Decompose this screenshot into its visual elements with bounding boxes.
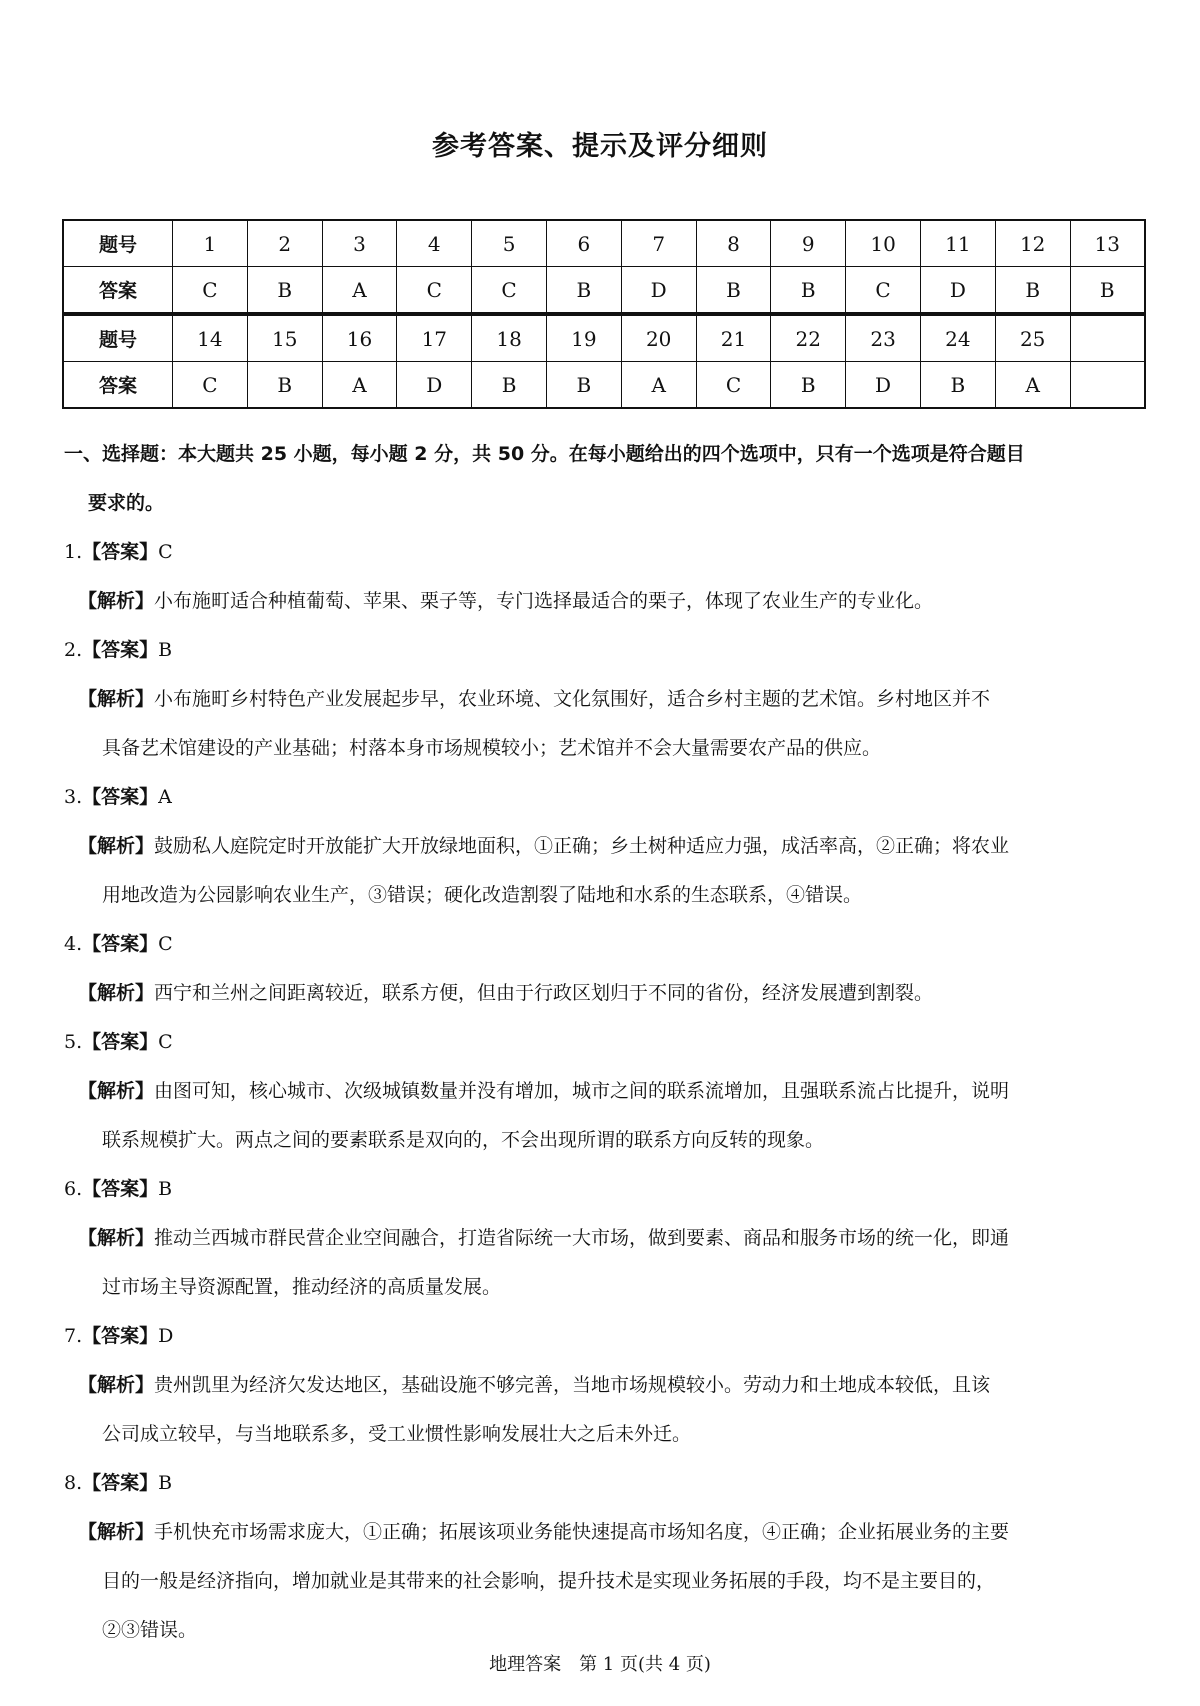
explanation <box>64 1361 1154 1459</box>
answer-line <box>64 1312 1154 1361</box>
answer-line <box>64 1165 1154 1214</box>
answer-cell: C <box>846 267 921 314</box>
question-number: 4. <box>64 933 83 955</box>
answer-line <box>64 626 1154 675</box>
question-block <box>64 773 1154 920</box>
question-number: 11 <box>920 220 995 267</box>
answer-value: C <box>158 1031 173 1053</box>
explanation <box>64 822 1154 920</box>
answer-cell: B <box>1070 267 1145 314</box>
answer-table-1 <box>62 219 1146 314</box>
question-number: 17 <box>397 315 472 362</box>
answer-cell: B <box>546 267 621 314</box>
section-heading-line: 一、选择题：本大题共 25 小题，每小题 2 分，共 50 分。在每小题给出的四个选项中，只有一个选项是符合题目 <box>64 443 1025 465</box>
explanation <box>64 675 1154 773</box>
question-number: 14 <box>173 315 248 362</box>
answer-label: 【答案】 <box>82 639 159 661</box>
question-number: 3 <box>322 220 397 267</box>
answer-cell: D <box>920 267 995 314</box>
section-heading-line: 要求的。 <box>88 492 165 514</box>
explanation-line: 由图可知，核心城市、次级城镇数量并没有增加，城市之间的联系流增加，且强联系流占比提升，说明 <box>154 1080 1010 1102</box>
explanation <box>64 1214 1154 1312</box>
question-number: 8. <box>64 1472 83 1494</box>
table-row-answers <box>63 267 1145 314</box>
question-block <box>64 626 1154 773</box>
question-number: 3. <box>64 786 83 808</box>
answer-line <box>64 1018 1154 1067</box>
question-number: 25 <box>995 315 1070 362</box>
answer-value: A <box>158 786 172 808</box>
question-number: 23 <box>846 315 921 362</box>
answer-explanations <box>64 528 1154 1655</box>
question-number: 1 <box>173 220 248 267</box>
answer-label: 【答案】 <box>82 786 159 808</box>
answer-cell: D <box>621 267 696 314</box>
explanation-line: ②③错误。 <box>102 1619 198 1641</box>
answer-cell: A <box>621 362 696 409</box>
explanation-line: 具备艺术馆建设的产业基础；村落本身市场规模较小；艺术馆并不会大量需要农产品的供应。 <box>102 737 882 759</box>
question-block <box>64 1459 1154 1655</box>
analysis-label: 【解析】 <box>78 1521 155 1543</box>
question-number: 20 <box>621 315 696 362</box>
question-number: 18 <box>472 315 547 362</box>
question-number: 24 <box>920 315 995 362</box>
question-number: 6 <box>546 220 621 267</box>
answer-line <box>64 920 1154 969</box>
explanation-line: 小布施町适合种植葡萄、苹果、栗子等，专门选择最适合的栗子，体现了农业生产的专业化。 <box>154 590 934 612</box>
question-number: 13 <box>1070 220 1145 267</box>
answer-cell: A <box>995 362 1070 409</box>
analysis-label: 【解析】 <box>78 982 155 1004</box>
explanation-line: 手机快充市场需求庞大，①正确；拓展该项业务能快速提高市场知名度，④正确；企业拓展业务的主要 <box>154 1521 1010 1543</box>
question-number: 12 <box>995 220 1070 267</box>
question-block <box>64 920 1154 1018</box>
answer-label: 【答案】 <box>82 1031 159 1053</box>
answer-value: B <box>158 1178 173 1200</box>
answer-cell: B <box>546 362 621 409</box>
answer-cell: C <box>173 267 248 314</box>
page-title: 参考答案、提示及评分细则 <box>432 131 768 162</box>
question-number: 7. <box>64 1325 83 1347</box>
question-block <box>64 528 1154 626</box>
answer-cell: A <box>322 267 397 314</box>
answer-value: D <box>158 1325 174 1347</box>
question-block <box>64 1165 1154 1312</box>
answer-value: B <box>158 1472 173 1494</box>
table-row-numbers <box>63 315 1145 362</box>
question-number: 19 <box>546 315 621 362</box>
answer-label: 【答案】 <box>82 933 159 955</box>
question-number: 21 <box>696 315 771 362</box>
answer-cell: B <box>995 267 1070 314</box>
section-heading <box>64 430 1154 528</box>
question-number: 2 <box>247 220 322 267</box>
answer-cell: C <box>472 267 547 314</box>
answer-cell: D <box>846 362 921 409</box>
answer-line <box>64 528 1154 577</box>
answer-table-2 <box>62 314 1146 409</box>
question-number: 5 <box>472 220 547 267</box>
explanation-line: 西宁和兰州之间距离较近，联系方便，但由于行政区划归于不同的省份，经济发展遭到割裂。 <box>154 982 934 1004</box>
question-number: 1. <box>64 541 83 563</box>
question-number: 22 <box>771 315 846 362</box>
question-number: 5. <box>64 1031 83 1053</box>
answer-value: B <box>158 639 173 661</box>
question-number: 15 <box>247 315 322 362</box>
analysis-label: 【解析】 <box>78 1080 155 1102</box>
explanation-line: 贵州凯里为经济欠发达地区，基础设施不够完善，当地市场规模较小。劳动力和土地成本较低，且该 <box>154 1374 991 1396</box>
answer-line <box>64 1459 1154 1508</box>
answer-cell: B <box>920 362 995 409</box>
header-question-number: 题号 <box>63 220 173 267</box>
answer-cell: C <box>173 362 248 409</box>
table-row-answers <box>63 362 1145 409</box>
explanation-line: 推动兰西城市群民营企业空间融合，打造省际统一大市场，做到要素、商品和服务市场的统一化，即通 <box>154 1227 1010 1249</box>
answer-cell: B <box>472 362 547 409</box>
answer-cell: B <box>771 362 846 409</box>
question-block <box>64 1312 1154 1459</box>
answer-cell: A <box>322 362 397 409</box>
question-number: 7 <box>621 220 696 267</box>
question-block <box>64 1018 1154 1165</box>
explanation <box>64 1508 1154 1655</box>
question-number: 16 <box>322 315 397 362</box>
explanation-line: 公司成立较早，与当地联系多，受工业惯性影响发展壮大之后未外迁。 <box>102 1423 692 1445</box>
answer-cell: B <box>247 362 322 409</box>
answer-cell: B <box>696 267 771 314</box>
question-number: 10 <box>846 220 921 267</box>
explanation-line: 小布施町乡村特色产业发展起步早，农业环境、文化氛围好，适合乡村主题的艺术馆。乡村地区并不 <box>154 688 991 710</box>
question-number: 2. <box>64 639 83 661</box>
question-number: 8 <box>696 220 771 267</box>
answer-label: 【答案】 <box>82 1325 159 1347</box>
analysis-label: 【解析】 <box>78 1227 155 1249</box>
explanation-line: 鼓励私人庭院定时开放能扩大开放绿地面积，①正确；乡土树种适应力强，成活率高，②正确；将农业 <box>154 835 1010 857</box>
explanation-line: 联系规模扩大。两点之间的要素联系是双向的，不会出现所谓的联系方向反转的现象。 <box>102 1129 825 1151</box>
header-question-number: 题号 <box>63 315 173 362</box>
answer-cell: B <box>247 267 322 314</box>
answer-cell: C <box>397 267 472 314</box>
explanation <box>64 1067 1154 1165</box>
header-answer: 答案 <box>63 267 173 314</box>
answer-cell: B <box>771 267 846 314</box>
analysis-label: 【解析】 <box>78 688 155 710</box>
answer-cell <box>1070 362 1145 409</box>
answer-label: 【答案】 <box>82 541 159 563</box>
answer-label: 【答案】 <box>82 1472 159 1494</box>
analysis-label: 【解析】 <box>78 835 155 857</box>
analysis-label: 【解析】 <box>78 1374 155 1396</box>
question-number <box>1070 315 1145 362</box>
header-answer: 答案 <box>63 362 173 409</box>
explanation <box>64 969 1154 1018</box>
explanation <box>64 577 1154 626</box>
answer-value: C <box>158 933 173 955</box>
explanation-line: 用地改造为公园影响农业生产，③错误；硬化改造割裂了陆地和水系的生态联系，④错误。 <box>102 884 863 906</box>
explanation-line: 过市场主导资源配置，推动经济的高质量发展。 <box>102 1276 502 1298</box>
question-number: 6. <box>64 1178 83 1200</box>
answer-cell: D <box>397 362 472 409</box>
answer-value: C <box>158 541 173 563</box>
question-number: 4 <box>397 220 472 267</box>
question-number: 9 <box>771 220 846 267</box>
table-row-numbers <box>63 220 1145 267</box>
answer-label: 【答案】 <box>82 1178 159 1200</box>
analysis-label: 【解析】 <box>78 590 155 612</box>
page-footer: 地理答案 第 1 页(共 4 页) <box>489 1654 711 1675</box>
answer-line <box>64 773 1154 822</box>
answer-cell: C <box>696 362 771 409</box>
explanation-line: 目的一般是经济指向，增加就业是其带来的社会影响，提升技术是实现业务拓展的手段，均不是主要目的， <box>102 1570 996 1592</box>
